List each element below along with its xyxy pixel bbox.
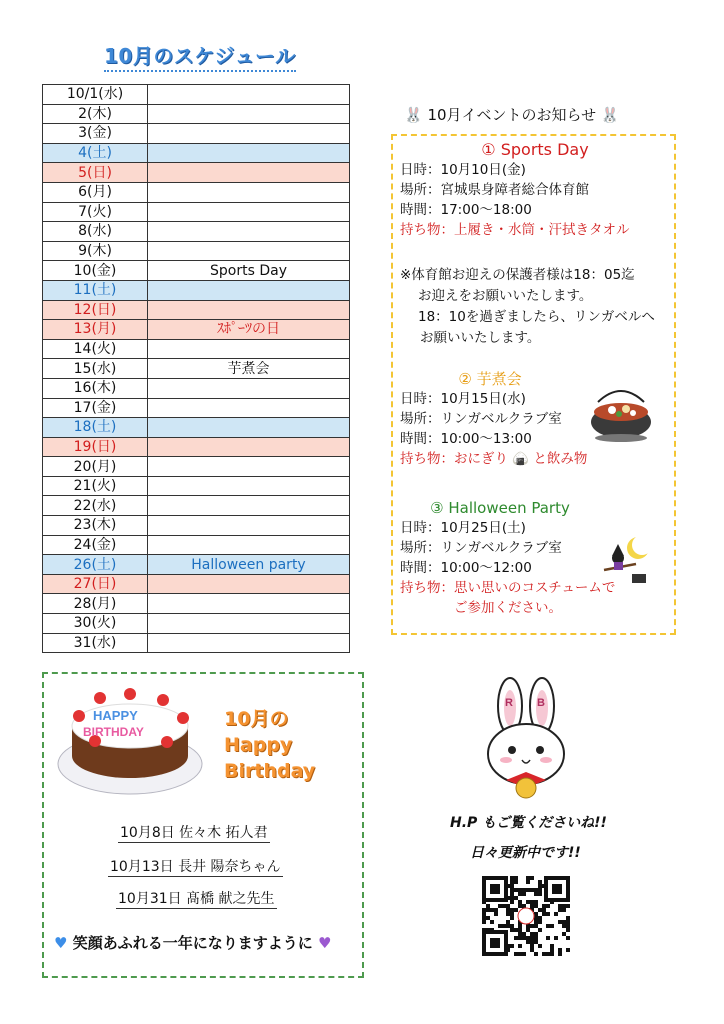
schedule-date: 10/1(水) [43, 85, 148, 105]
schedule-date: 16(木) [43, 378, 148, 398]
schedule-event [148, 398, 350, 418]
birthday-person: 10月8日 佐々木 拓人君 [118, 822, 270, 843]
schedule-row [43, 378, 350, 398]
schedule-date: 22(水) [43, 496, 148, 516]
schedule-date: 4(土) [43, 143, 148, 163]
schedule-date: 15(水) [43, 359, 148, 379]
birthday-person: 10月31日 髙橋 献之先生 [116, 888, 277, 909]
note-line: お願いいたします。 [420, 330, 541, 346]
note-line: お迎えをお願いいたします。 [418, 288, 593, 304]
birthday-person: 10月13日 長井 陽奈ちゃん [108, 856, 283, 877]
event-items [400, 449, 670, 469]
schedule-date: 13(月) [43, 320, 148, 340]
event-time: 時間：10:00～12:00 [400, 560, 532, 576]
schedule-row [43, 496, 350, 516]
homepage-text: H.P もご覧くださいね!! [450, 815, 607, 831]
schedule-date: 17(金) [43, 398, 148, 418]
event-place: 場所：リンガベルクラブ室 [400, 411, 562, 427]
pickup-note [400, 265, 655, 349]
schedule-row [43, 574, 350, 594]
heart-icon: ♥ [317, 934, 332, 952]
events-header-text: 10月イベントのお知らせ [427, 106, 597, 124]
schedule-date: 21(火) [43, 476, 148, 496]
schedule-event [148, 476, 350, 496]
schedule-row [43, 437, 350, 457]
birthday-title [224, 706, 315, 784]
schedule-event [148, 594, 350, 614]
schedule-date: 6(月) [43, 182, 148, 202]
schedule-event [148, 124, 350, 144]
schedule-title: 10月のスケジュール [104, 40, 296, 72]
bunny-icon: 🐰 [600, 106, 620, 124]
schedule-event [148, 614, 350, 634]
event-date: 日時：10月15日(水) [400, 391, 526, 407]
schedule-event [148, 457, 350, 477]
schedule-row [43, 320, 350, 340]
schedule-event [148, 574, 350, 594]
event-title: ① Sports Day [481, 140, 589, 159]
items-text: 持ち物：おにぎり [400, 451, 508, 467]
onigiri-icon: 🍙 [512, 451, 530, 467]
schedule-row [43, 163, 350, 183]
schedule-row [43, 182, 350, 202]
schedule-event [148, 202, 350, 222]
schedule-row [43, 124, 350, 144]
schedule-row [43, 516, 350, 536]
event-place: 場所：リンガベルクラブ室 [400, 540, 562, 556]
event-sports [400, 140, 670, 240]
schedule-row [43, 280, 350, 300]
schedule-date: 14(火) [43, 339, 148, 359]
schedule-event [148, 300, 350, 320]
schedule-date: 18(土) [43, 418, 148, 438]
event-place: 場所：宮城県身障者総合体育館 [400, 182, 589, 198]
bunny-mascot-icon [476, 676, 576, 802]
schedule-row [43, 300, 350, 320]
note-line: ※体育館お迎えの保護者様は18：05迄 [400, 267, 635, 283]
schedule-date: 27(日) [43, 574, 148, 594]
event-items: ご参加ください。 [454, 600, 562, 616]
schedule-row [43, 457, 350, 477]
birthday-title-line: Birthday [224, 760, 316, 782]
schedule-date: 23(木) [43, 516, 148, 536]
event-time: 時間：17:00～18:00 [400, 202, 532, 218]
schedule-event [148, 222, 350, 242]
schedule-event [148, 633, 350, 653]
event-date: 日時：10月25日(土) [400, 520, 526, 536]
schedule-event: Halloween party [148, 555, 350, 575]
schedule-event [148, 143, 350, 163]
event-date: 日時：10月10日(金) [400, 162, 526, 178]
schedule-event [148, 437, 350, 457]
heart-icon: ♥ [54, 934, 68, 952]
schedule-date: 7(火) [43, 202, 148, 222]
schedule-date: 31(水) [43, 633, 148, 653]
schedule-row [43, 555, 350, 575]
schedule-row [43, 202, 350, 222]
witch-icon [596, 534, 656, 584]
imoni-pot-icon [586, 380, 656, 442]
event-items: 持ち物：思い思いのコスチュームで [400, 580, 616, 596]
schedule-event: 芋煮会 [148, 359, 350, 379]
qr-code-icon[interactable] [482, 876, 570, 956]
cake-text: BIRTHDAY [83, 725, 144, 739]
schedule-row [43, 633, 350, 653]
birthday-message [54, 932, 331, 953]
schedule-row [43, 594, 350, 614]
birthday-cake-icon [55, 686, 205, 798]
schedule-row [43, 398, 350, 418]
schedule-row [43, 261, 350, 281]
note-line: 18：10を過ぎましたら、リンガベルへ [418, 309, 655, 325]
schedule-row [43, 339, 350, 359]
schedule-event [148, 418, 350, 438]
schedule-date: 2(木) [43, 104, 148, 124]
schedule-row [43, 85, 350, 105]
schedule-row [43, 418, 350, 438]
ear-letter: B [537, 697, 545, 709]
schedule-event [148, 496, 350, 516]
schedule-date: 26(土) [43, 555, 148, 575]
schedule-date: 30(火) [43, 614, 148, 634]
schedule-event [148, 104, 350, 124]
schedule-date: 12(日) [43, 300, 148, 320]
schedule-table [42, 84, 350, 653]
cake-text: HAPPY [93, 708, 138, 723]
schedule-date: 19(日) [43, 437, 148, 457]
event-items: 持ち物：上履き・水筒・汗拭きタオル [400, 222, 630, 238]
schedule-row [43, 535, 350, 555]
schedule-row [43, 143, 350, 163]
schedule-event [148, 280, 350, 300]
schedule-date: 20(月) [43, 457, 148, 477]
schedule-row [43, 614, 350, 634]
schedule-row [43, 241, 350, 261]
schedule-event [148, 241, 350, 261]
ear-letter: R [505, 697, 513, 709]
schedule-date: 24(金) [43, 535, 148, 555]
items-text: と飲み物 [533, 451, 588, 467]
birthday-message-text: 笑顔あふれる一年になりますように [72, 934, 313, 952]
schedule-event [148, 163, 350, 183]
schedule-event [148, 339, 350, 359]
schedule-date: 28(月) [43, 594, 148, 614]
homepage-text: 日々更新中です!! [470, 845, 581, 861]
schedule-date: 3(金) [43, 124, 148, 144]
event-title: ② 芋煮会 [458, 370, 522, 388]
birthday-title-line: Happy [224, 734, 293, 756]
schedule-event [148, 182, 350, 202]
schedule-date: 5(日) [43, 163, 148, 183]
event-time: 時間：10:00～13:00 [400, 431, 532, 447]
schedule-event: ｽﾎﾟｰﾂの日 [148, 320, 350, 340]
schedule-date: 8(水) [43, 222, 148, 242]
schedule-event [148, 516, 350, 536]
schedule-row [43, 476, 350, 496]
schedule-date: 10(金) [43, 261, 148, 281]
schedule-event: Sports Day [148, 261, 350, 281]
schedule-date: 11(土) [43, 280, 148, 300]
schedule-event [148, 378, 350, 398]
event-title: ③ Halloween Party [430, 499, 570, 517]
schedule-row [43, 222, 350, 242]
schedule-date: 9(木) [43, 241, 148, 261]
schedule-event [148, 535, 350, 555]
bunny-icon: 🐰 [404, 106, 423, 124]
schedule-row [43, 359, 350, 379]
schedule-row [43, 104, 350, 124]
events-header [404, 104, 620, 125]
schedule-event [148, 85, 350, 105]
birthday-title-line: 10月の [224, 708, 289, 730]
